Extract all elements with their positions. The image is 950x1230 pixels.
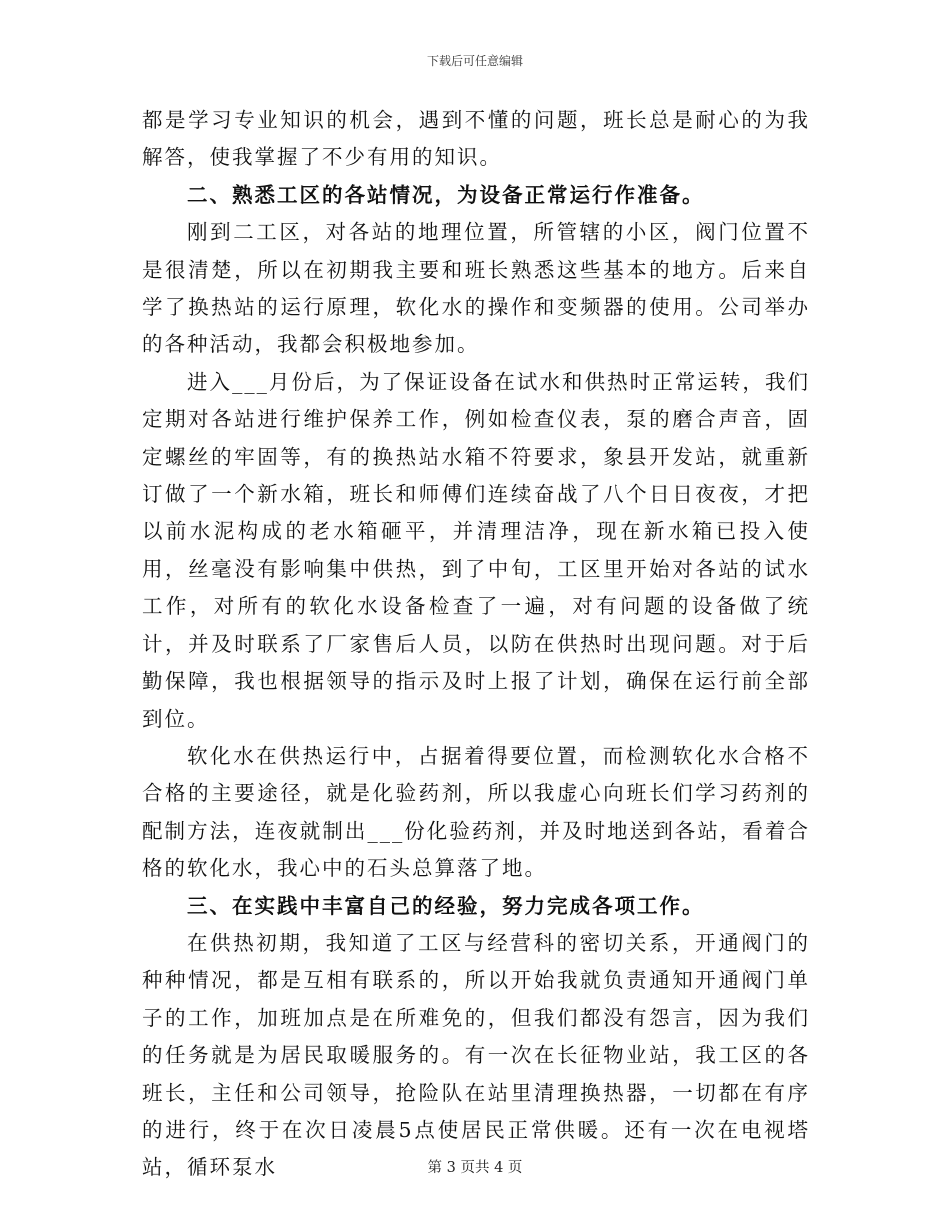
page-header: 下载后可任意编辑 bbox=[426, 54, 523, 68]
paragraph-continued: 都是学习专业知识的机会，遇到不懂的问题，班长总是耐心的为我解答，使我掌握了不少有用的知识。 bbox=[142, 108, 810, 170]
section-heading-2: 二、熟悉工区的各站情况，为设备正常运行作准备。 bbox=[187, 182, 705, 207]
section-heading-3: 三、在实践中丰富自己的经验，努力完成各项工作。 bbox=[187, 893, 705, 918]
paragraph: 进入___月份后，为了保证设备在试水和供热时正常运转，我们定期对各站进行维护保养工作，例如检查仪表，泵的磨合声音，固定螺丝的牢固等，有的换热站水箱不符要求，象县开发站，就重新订做了一个新水箱，班长和师傅们连续奋战了八个日日夜夜，才把以前水泥构成的老水箱砸平，并清理洁净，现在新水箱已投入使用，丝毫没有影响集中供热，到了中旬，工区里开始对各站的试水工作，对所有的软化水设备检查了一遍，对有问题的设备做了统计，并及时联系了厂家售后人员，以防在供热时出现问题。对于后勤保障，我也根据领导的指示及时上报了计划，确保在运行前全部到位。 bbox=[142, 369, 810, 731]
document-body bbox=[142, 102, 810, 1187]
paragraph: 软化水在供热运行中，占据着得要位置，而检测软化水合格不合格的主要途径，就是化验药剂，所以我虚心向班长们学习药剂的配制方法，连夜就制出___份化验药剂，并及时地送到各站，看着合格的软化水，我心中的石头总算落了地。 bbox=[142, 743, 810, 881]
paragraph: 在供热初期，我知道了工区与经营科的密切关系，开通阀门的种种情况，都是互相有联系的，所以开始我就负责通知开通阀门单子的工作，加班加点是在所难免的，但我们都没有怨言，因为我们的任务就是为居民取暖服务的。有一次在长征物业站，我工区的各班长，主任和公司领导，抢险队在站里清理换热器，一切都在有序的进行，终于在次日凌晨5点使居民正常供暖。还有一次在电视塔站，循环泵水 bbox=[142, 930, 810, 1180]
paragraph: 刚到二工区，对各站的地理位置，所管辖的小区，阀门位置不是很清楚，所以在初期我主要和班长熟悉这些基本的地方。后来自学了换热站的运行原理，软化水的操作和变频器的使用。公司举办的各种活动，我都会积极地参加。 bbox=[142, 220, 810, 357]
page-footer: 第 3 页共 4 页 bbox=[427, 1160, 523, 1176]
